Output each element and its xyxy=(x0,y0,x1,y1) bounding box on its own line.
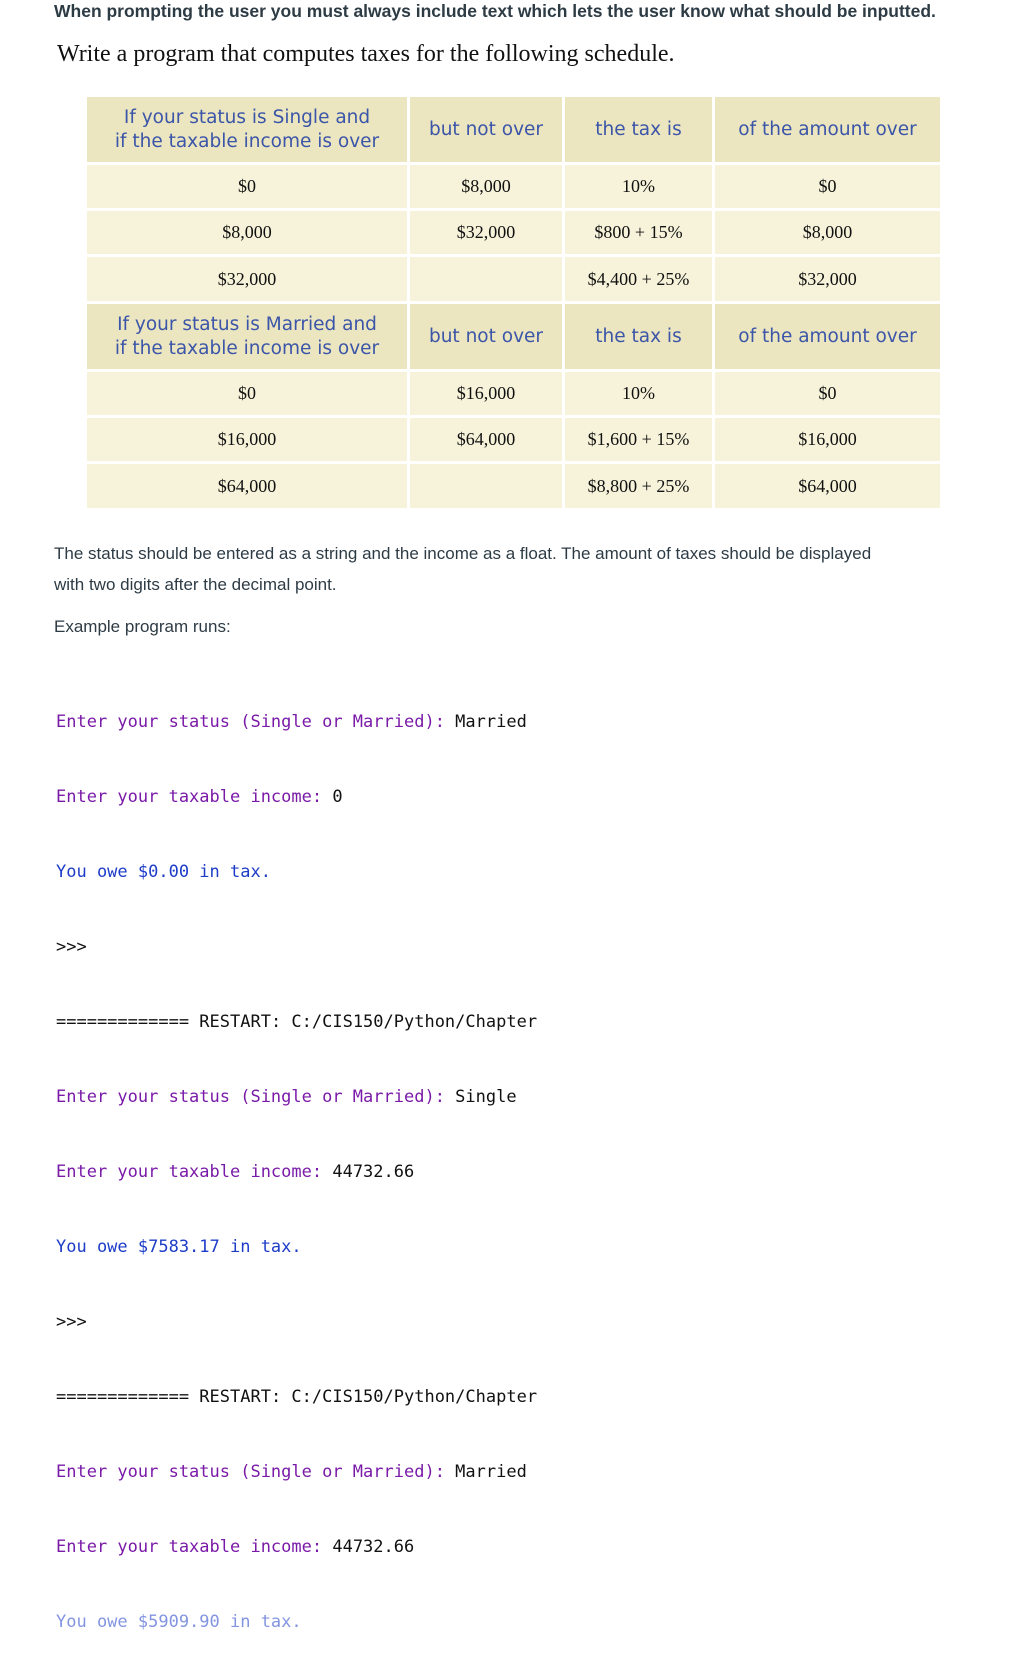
table-cell: $8,000 xyxy=(715,211,940,254)
table-cell: $0 xyxy=(87,372,407,415)
table-header-cell: of the amount over xyxy=(715,304,940,369)
table-row xyxy=(87,418,940,461)
table-row xyxy=(87,372,940,415)
table-cell: $1,600 + 15% xyxy=(565,418,712,461)
table-header-row xyxy=(87,97,940,162)
table-cell: $32,000 xyxy=(87,257,407,301)
console-line: Enter your status (Single or Married): Single xyxy=(56,1087,517,1107)
table-header-cell: the tax is xyxy=(565,304,712,369)
assignment-heading: Write a program that computes taxes for the following schedule. xyxy=(57,41,675,67)
instruction-text: When prompting the user you must always include text which lets the user know what should be inputted. xyxy=(54,1,936,21)
description-paragraph xyxy=(54,538,1014,600)
shell-prompt: >>> xyxy=(56,937,87,957)
table-cell: $0 xyxy=(715,372,940,415)
table-cell: 10% xyxy=(565,165,712,208)
table-header-cell: If your status is Single and if the taxable income is over xyxy=(87,97,407,162)
table-header-cell: If your status is Married and if the taxable income is over xyxy=(87,304,407,369)
console-line: You owe $0.00 in tax. xyxy=(56,862,271,882)
table-cell: $64,000 xyxy=(715,464,940,508)
table-cell: $64,000 xyxy=(410,418,562,461)
table-cell: $8,000 xyxy=(410,165,562,208)
table-cell: $8,800 + 25% xyxy=(565,464,712,508)
table-row xyxy=(87,165,940,208)
table-cell: $16,000 xyxy=(87,418,407,461)
table-cell: $16,000 xyxy=(715,418,940,461)
table-row xyxy=(87,257,940,301)
table-row xyxy=(87,464,940,508)
table-cell: $64,000 xyxy=(87,464,407,508)
table-cell: $16,000 xyxy=(410,372,562,415)
table-cell: $32,000 xyxy=(410,211,562,254)
description-line: The status should be entered as a string and the income as a float. The amount of taxes should be displayed xyxy=(54,544,872,563)
table-cell: $32,000 xyxy=(715,257,940,301)
console-line: You owe $5909.90 in tax. xyxy=(56,1612,302,1632)
console-line: Enter your status (Single or Married): Married xyxy=(56,1462,527,1482)
table-header-row xyxy=(87,304,940,369)
console-line: You owe $7583.17 in tax. xyxy=(56,1237,302,1257)
shell-prompt: >>> xyxy=(56,1312,87,1332)
tax-schedule-table xyxy=(84,94,943,511)
console-line: Enter your taxable income: 44732.66 xyxy=(56,1537,415,1557)
table-cell: $800 + 15% xyxy=(565,211,712,254)
table-header-cell: but not over xyxy=(410,97,562,162)
table-header-cell: but not over xyxy=(410,304,562,369)
restart-line: ============= RESTART: C:/CIS150/Python/Chapter xyxy=(56,1387,538,1407)
table-cell: $4,400 + 25% xyxy=(565,257,712,301)
table-cell xyxy=(410,257,562,301)
table-header-cell: of the amount over xyxy=(715,97,940,162)
description-line: with two digits after the decimal point. xyxy=(54,575,337,594)
table-cell: 10% xyxy=(565,372,712,415)
table-row xyxy=(87,211,940,254)
table-cell: $0 xyxy=(715,165,940,208)
table-header-cell: the tax is xyxy=(565,97,712,162)
console-line: Enter your taxable income: 44732.66 xyxy=(56,1162,415,1182)
example-label: Example program runs: xyxy=(54,617,231,636)
table-cell xyxy=(410,464,562,508)
table-cell: $0 xyxy=(87,165,407,208)
console-line: Enter your taxable income: 0 xyxy=(56,787,343,807)
console-output xyxy=(56,660,537,1660)
restart-line: ============= RESTART: C:/CIS150/Python/Chapter xyxy=(56,1012,538,1032)
console-line: Enter your status (Single or Married): Married xyxy=(56,712,527,732)
table-cell: $8,000 xyxy=(87,211,407,254)
